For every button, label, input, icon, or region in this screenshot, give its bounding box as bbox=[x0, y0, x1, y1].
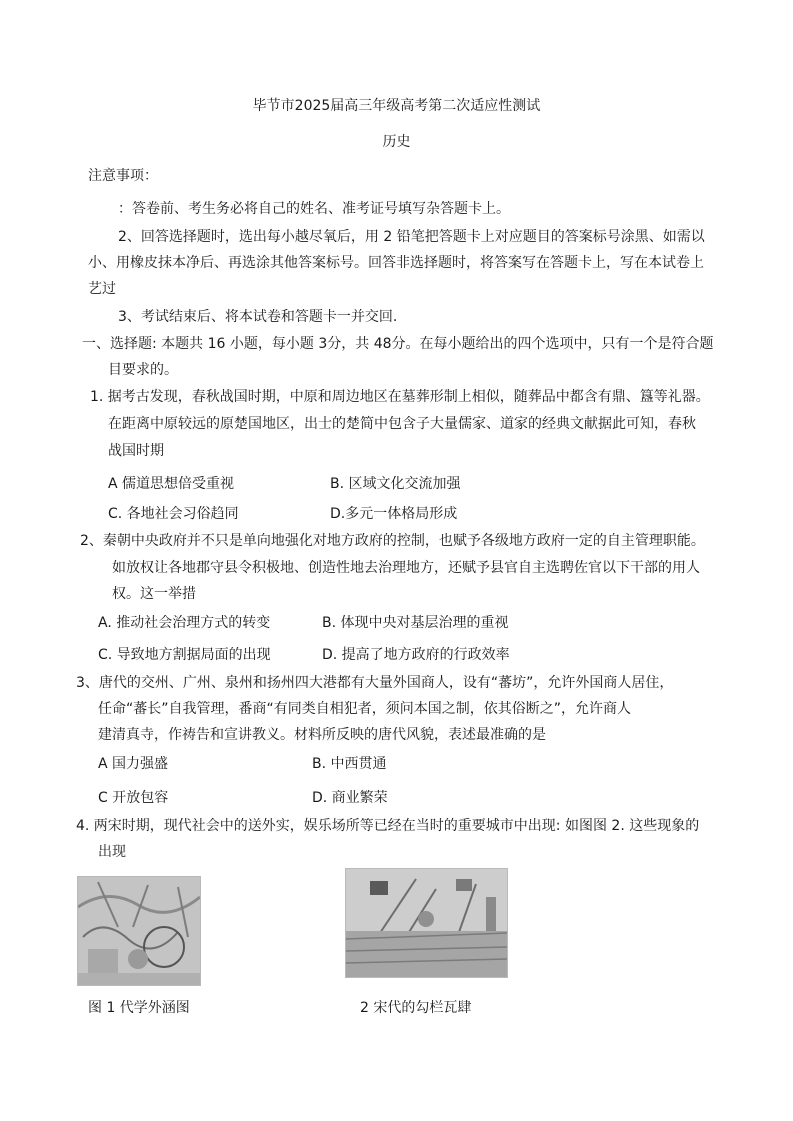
notice-heading: 注意事项： bbox=[88, 168, 158, 184]
section-instructions-line-2: 目要求的。 bbox=[108, 362, 178, 378]
q3-option-a: A 国力强盛 bbox=[98, 756, 169, 772]
q2-option-d: D. 提高了地方政府的行政效率 bbox=[322, 647, 510, 663]
notice-item-1: ：答卷前、考生务必将自己的姓名、准考证号填写杂答题卡上。 bbox=[118, 201, 510, 217]
q2-stem-line-2: 如放权让各地郡守县令积极地、创造性地去治理地方，还赋予县官自主选聘佐官以下干部的用人 bbox=[112, 560, 700, 576]
q3-stem-line-3: 建清真寺，作祷告和宣讲教义。材料所反映的唐代风貌，表述最准确的是 bbox=[98, 727, 546, 743]
q2-option-a: A. 推动社会治理方式的转变 bbox=[98, 615, 271, 631]
section-instructions-line-1: 一、选择题: 本题共 16 小题，每小题 3分，共 48分。在每小题给出的四个选项中，只有一个是符合题 bbox=[82, 336, 714, 352]
q2-option-b: B. 体现中央对基层治理的重视 bbox=[322, 615, 509, 631]
notice-item-2-line-1: 2、回答选择题时，选出每小越尽氧后，用 2 铅笔把答题卡上对应题目的答案标号涂黑、如需以 bbox=[118, 229, 705, 245]
q1-option-b: B. 区域文化交流加强 bbox=[330, 476, 461, 492]
figure-1-image bbox=[77, 876, 201, 986]
q4-stem-line-2: 出现 bbox=[98, 844, 126, 860]
q3-option-c: C 开放包容 bbox=[98, 790, 169, 806]
q3-stem-line-2: 任命“蕃长”自我管理，番商“有同类自相犯者，须问本国之制，依其俗断之”，允许商人 bbox=[98, 701, 632, 717]
q3-stem-line-1: 3、唐代的交州、广州、泉州和扬州四大港都有大量外国商人，设有“蕃坊”，允许外国商人居住， bbox=[76, 675, 674, 691]
q1-stem-line-2: 在距离中原较远的原楚国地区，出士的楚简中包含子大量儒家、道家的经典文献据此可知，春秋 bbox=[108, 416, 696, 432]
figure-2-image bbox=[345, 868, 508, 978]
q1-option-c: C. 各地社会习俗趋同 bbox=[108, 506, 239, 522]
q1-option-d: D.多元一体格局形成 bbox=[330, 506, 458, 522]
exam-subject: 历史 bbox=[382, 134, 411, 150]
q4-stem-line-1: 4. 两宋时期，现代社会中的送外实，娱乐场所等已经在当时的重要城市中出现: 如图图 2. 这些现象的 bbox=[76, 818, 700, 834]
q1-option-a: A 儒道思想倍受重视 bbox=[108, 476, 235, 492]
figure-1-caption: 图 1 代学外涵图 bbox=[88, 1000, 190, 1016]
figure-2-caption: 2 宋代的勾栏瓦肆 bbox=[360, 1000, 472, 1016]
q2-stem-line-3: 权。这一举措 bbox=[112, 586, 196, 602]
notice-item-2-line-2: 小、用橡皮抹本净后、再选涂其他答案标号。回答非选择题时，将答案写在答题卡上，写在本试卷上 bbox=[88, 255, 704, 271]
q1-stem-line-3: 战国时期 bbox=[108, 443, 164, 459]
exam-title: 毕节市2025届高三年级高考第二次适应性测试 bbox=[252, 98, 541, 114]
q3-option-b: B. 中西贯通 bbox=[312, 756, 387, 772]
q2-option-c: C. 导致地方割据局面的出现 bbox=[98, 647, 271, 663]
q2-stem-line-1: 2、秦朝中央政府并不只是单向地强化对地方政府的控制，也赋予各级地方政府一定的自主管理职能。 bbox=[80, 533, 705, 549]
q1-stem-line-1: 1. 据考古发现，春秋战国时期，中原和周边地区在墓葬形制上相似，随葬品中都含有鼎、簋等礼器。 bbox=[90, 389, 710, 405]
notice-item-2-line-3: 艺过 bbox=[88, 281, 116, 297]
q3-option-d: D. 商业繁荣 bbox=[312, 790, 388, 806]
notice-item-3: 3、考试结束后、将本试卷和答题卡一并交回. bbox=[118, 309, 398, 325]
